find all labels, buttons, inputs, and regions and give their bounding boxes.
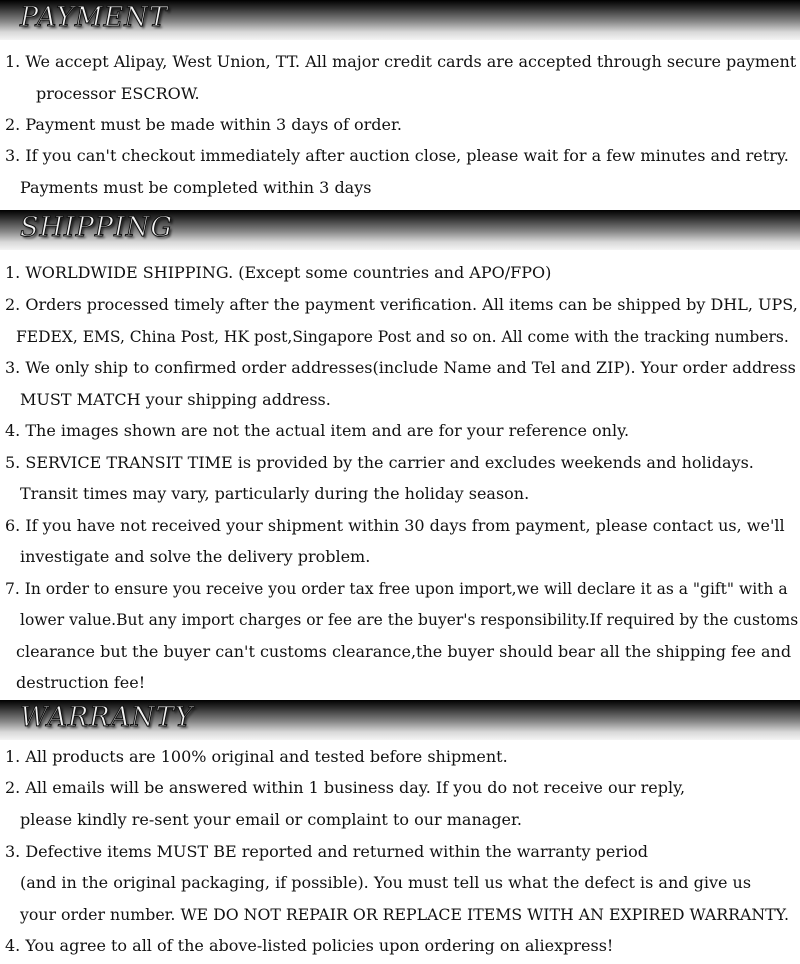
shipping-line-2: 2. Orders processed timely after the payment verification. All items can be shipped by DHL, UPS, <box>5 295 798 314</box>
payment-line-3: 2. Payment must be made within 3 days of order. <box>5 115 402 134</box>
shipping-line-13: clearance but the buyer can't customs clearance,the buyer should bear all the shipping fee and <box>16 642 792 661</box>
shipping-line-7: 5. SERVICE TRANSIT TIME is provided by the carrier and excludes weekends and holidays. <box>5 453 754 472</box>
warranty-header-band <box>0 700 800 740</box>
shipping-line-5: MUST MATCH your shipping address. <box>20 390 331 409</box>
warranty-line-3: please kindly re-sent your email or complaint to our manager. <box>20 810 522 829</box>
payment-header-band <box>0 0 800 40</box>
shipping-line-1: 1. WORLDWIDE SHIPPING. (Except some countries and APO/FPO) <box>5 263 552 282</box>
shipping-line-4: 3. We only ship to confirmed order addresses(include Name and Tel and ZIP). Your order address <box>5 358 796 377</box>
shipping-line-11: 7. In order to ensure you receive you order tax free upon import,we will declare it as a "gift" with a <box>5 580 788 598</box>
payment-line-1: 1. We accept Alipay, West Union, TT. All major credit cards are accepted through secure payment <box>5 52 797 71</box>
shipping-line-14: destruction fee! <box>16 673 146 692</box>
warranty-line-2: 2. All emails will be answered within 1 business day. If you do not receive our reply, <box>5 778 686 797</box>
shipping-line-10: investigate and solve the delivery problem. <box>20 547 371 566</box>
shipping-header-band <box>0 210 800 250</box>
payment-title: PAYMENT <box>20 2 168 33</box>
shipping-line-9: 6. If you have not received your shipment within 30 days from payment, please contact us, we'll <box>5 516 785 535</box>
shipping-line-8: Transit times may vary, particularly during the holiday season. <box>20 484 530 503</box>
warranty-line-5: (and in the original packaging, if possible). You must tell us what the defect is and give us <box>20 873 752 892</box>
payment-line-5: Payments must be completed within 3 days <box>20 178 372 197</box>
shipping-line-6: 4. The images shown are not the actual item and are for your reference only. <box>5 421 630 440</box>
shipping-line-3: FEDEX, EMS, China Post, HK post,Singapore Post and so on. All come with the tracking numbers. <box>16 328 789 346</box>
warranty-line-1: 1. All products are 100% original and tested before shipment. <box>5 747 508 766</box>
warranty-line-7: 4. You agree to all of the above-listed policies upon ordering on aliexpress! <box>5 936 614 955</box>
payment-line-4: 3. If you can't checkout immediately after auction close, please wait for a few minutes and retry. <box>5 146 789 165</box>
shipping-line-12: lower value.But any import charges or fee are the buyer's responsibility.If required by the customs <box>20 611 799 629</box>
shipping-title: SHIPPING <box>20 212 173 243</box>
payment-line-2: processor ESCROW. <box>36 84 200 103</box>
warranty-title: WARRANTY <box>20 702 194 733</box>
warranty-line-4: 3. Defective items MUST BE reported and returned within the warranty period <box>5 842 648 861</box>
warranty-line-6: your order number. WE DO NOT REPAIR OR REPLACE ITEMS WITH AN EXPIRED WARRANTY. <box>20 905 789 924</box>
